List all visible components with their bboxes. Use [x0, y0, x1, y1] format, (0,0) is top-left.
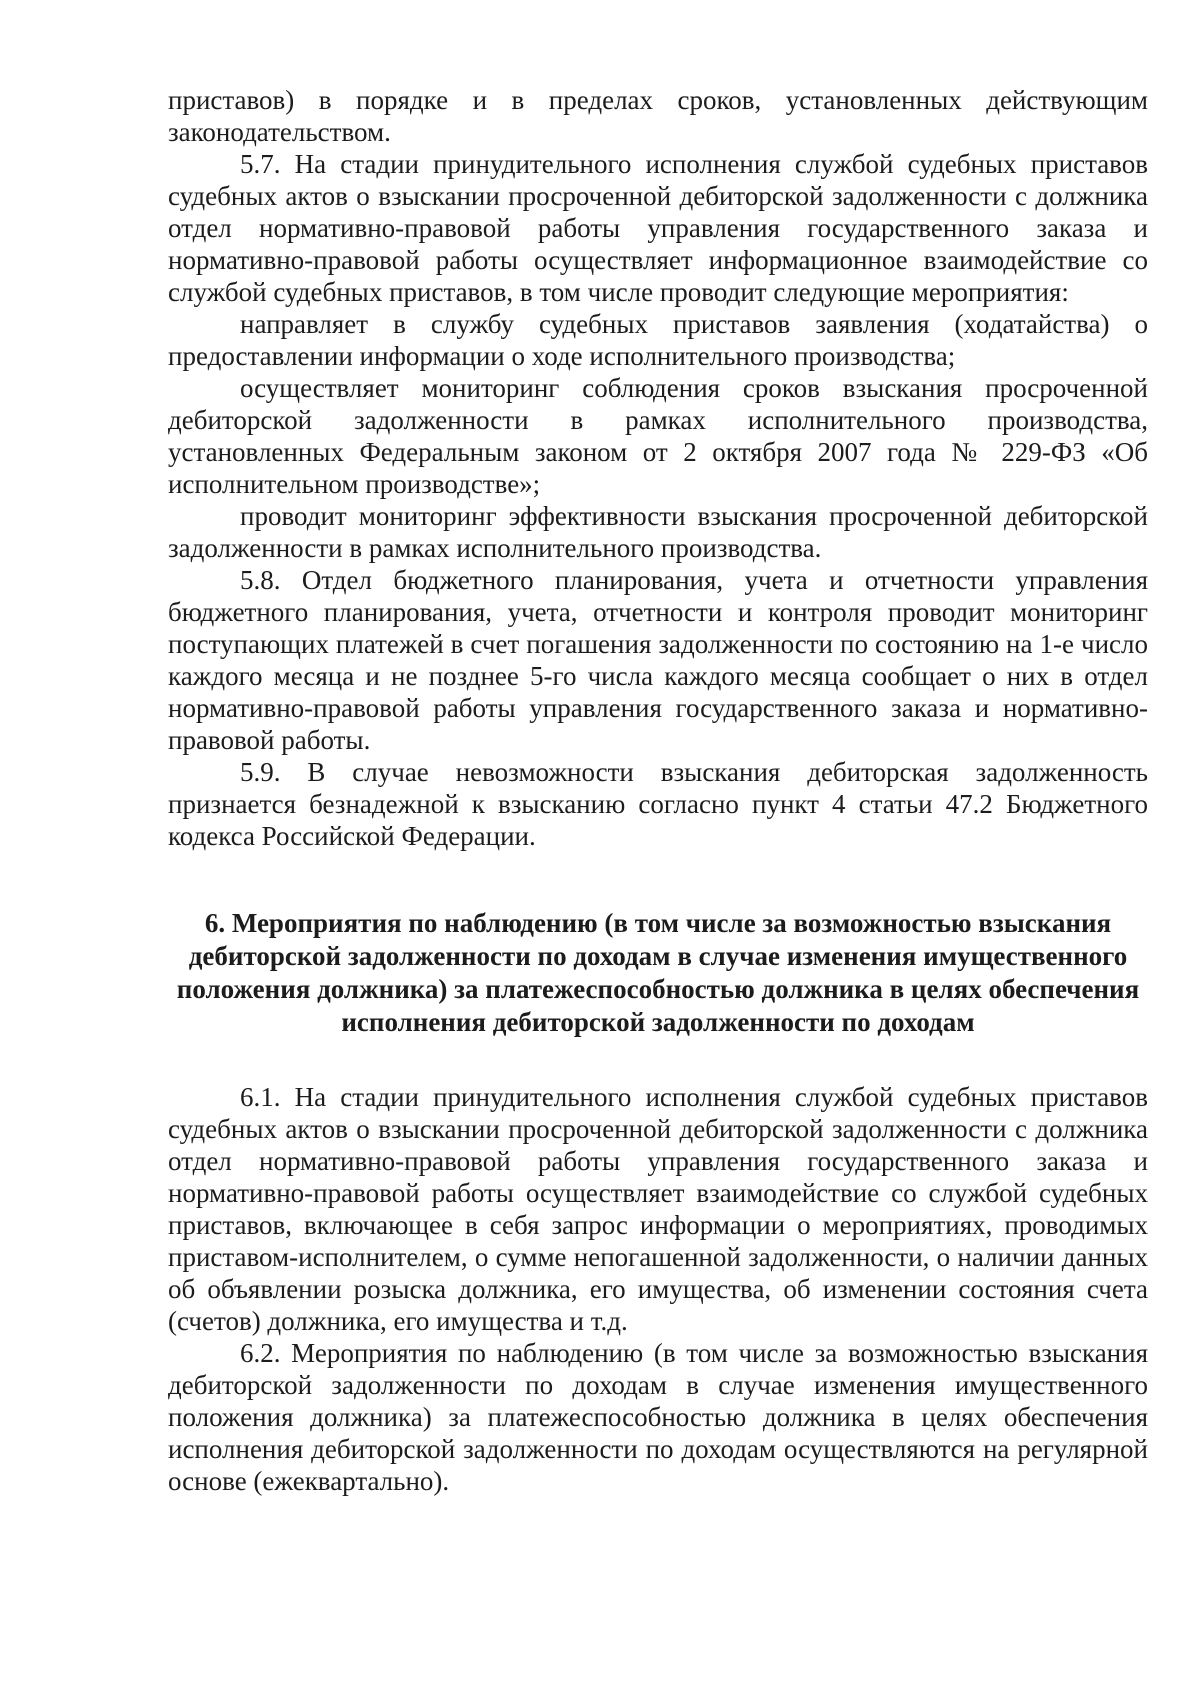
paragraph-5-7-item-3: проводит мониторинг эффективности взыскания просроченной дебиторской задолженности в рамках исполнительного производства.: [168, 501, 1148, 563]
paragraph-5-8: 5.8. Отдел бюджетного планирования, учета и отчетности управления бюджетного планирования, учета, отчетности и контроля проводит мониторинг поступающих платежей в счет погашения задолженности по состоянию на 1-е число каждого месяца и не позднее 5-го числа каждого месяца сообщает о них в отдел нормативно-правовой работы управления государственного заказа и нормативно-правовой работы.: [168, 565, 1148, 755]
document-page: [168, 84, 1148, 1497]
paragraph-6-1: 6.1. На стадии принудительного исполнения службой судебных приставов судебных актов о взыскании просроченной дебиторской задолженности с должника отдел нормативно-правовой работы управления государственного заказа и нормативно-правовой работы осуществляет взаимодействие со службой судебных приставов, включающее в себя запрос информации о мероприятиях, проводимых приставом-исполнителем, о сумме непогашенной задолженности, о наличии данных об объявлении розыска должника, его имущества, об изменении состояния счета (счетов) должника, его имущества и т.д.: [168, 1082, 1148, 1336]
paragraph-5-7: 5.7. На стадии принудительного исполнения службой судебных приставов судебных актов о взыскании просроченной дебиторской задолженности с должника отдел нормативно-правовой работы управления государственного заказа и нормативно-правовой работы осуществляет информационное взаимодействие со службой судебных приставов, в том числе проводит следующие мероприятия:: [168, 149, 1148, 307]
paragraph-5-9: 5.9. В случае невозможности взыскания дебиторская задолженность признается безнадежной к взысканию согласно пункт 4 статьи 47.2 Бюджетного кодекса Российской Федерации.: [168, 757, 1148, 851]
paragraph-5-7-item-1: направляет в службу судебных приставов заявления (ходатайства) о предоставлении информации о ходе исполнительного производства;: [168, 309, 1148, 371]
paragraph-continuation: приставов) в порядке и в пределах сроков, установленных действующим законодательством.: [168, 85, 1148, 147]
paragraph-6-2: 6.2. Мероприятия по наблюдению (в том числе за возможностью взыскания дебиторской задолженности по доходам в случае изменения имущественного положения должника) за платежеспособностью должника в целях обеспечения исполнения дебиторской задолженности по доходам осуществляются на регулярной основе (ежеквартально).: [168, 1338, 1148, 1496]
section-6-heading: 6. Мероприятия по наблюдению (в том числе за возможностью взыскания дебиторской задолженности по доходам в случае изменения имущественного положения должника) за платежеспособностью должника в целях обеспечения исполнения дебиторской задолженности по доходам: [176, 908, 1140, 1037]
paragraph-5-7-item-2: осуществляет мониторинг соблюдения сроков взыскания просроченной дебиторской задолженности в рамках исполнительного производства, установленных Федеральным законом от 2 октября 2007 года № 229-ФЗ «Об исполнительном производстве»;: [168, 373, 1148, 499]
